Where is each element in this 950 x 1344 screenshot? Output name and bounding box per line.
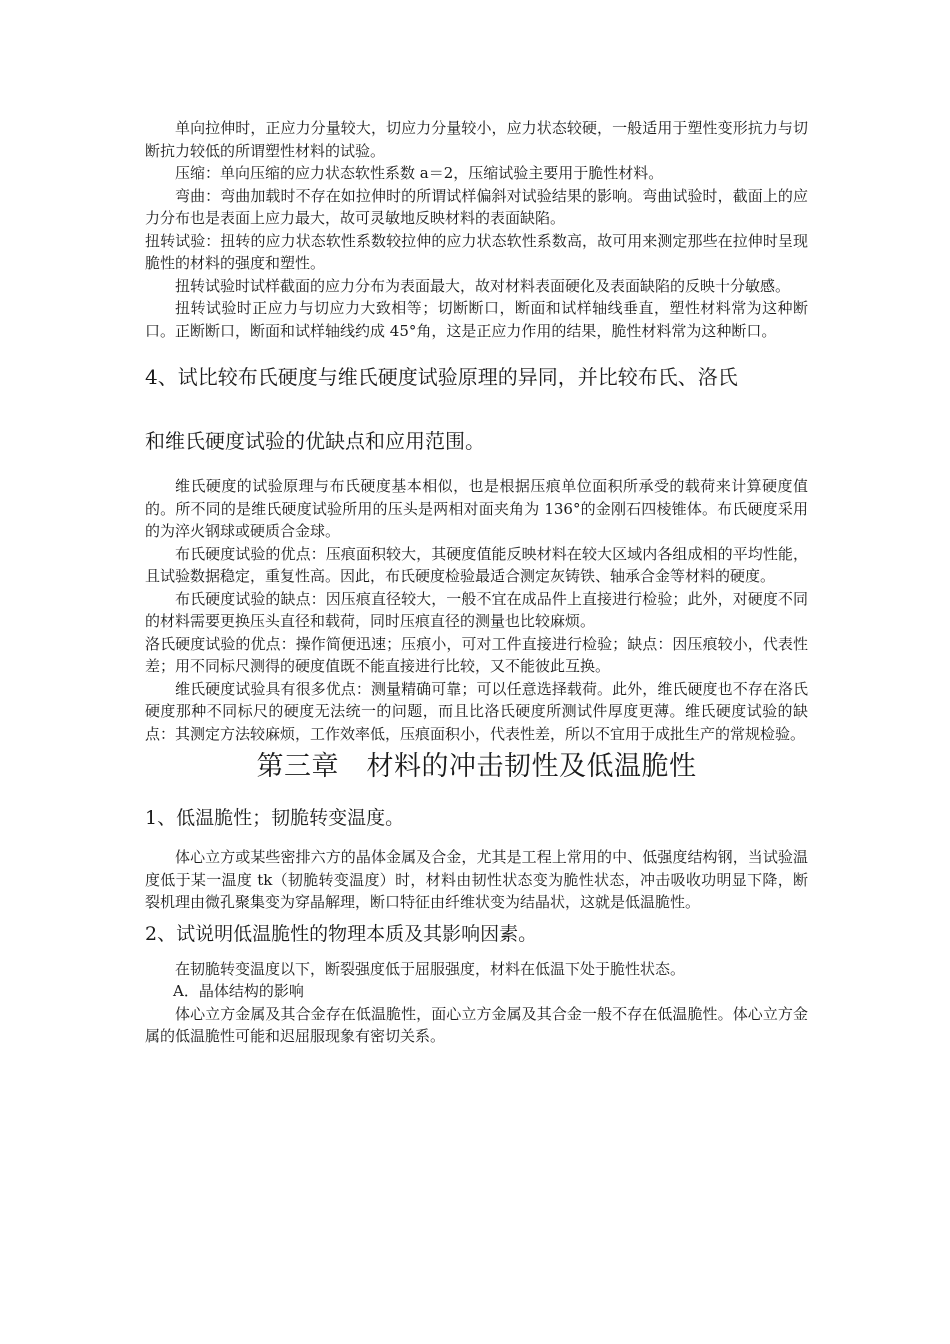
- question-2-heading: 2、试说明低温脆性的物理本质及其影响因素。: [145, 922, 538, 945]
- paragraph-bending: 弯曲：弯曲加载时不存在如拉伸时的所谓试样偏斜对试验结果的影响。弯曲试验时，截面上的应力分布也是表面上应力最大，故可灵敏地反映材料的表面缺陷。: [145, 186, 808, 227]
- chapter-title: 第三章 材料的冲击韧性及低温脆性: [256, 751, 697, 782]
- question-1-heading: 1、低温脆性；韧脆转变温度。: [145, 807, 405, 829]
- paragraph-torsion-stress: 扭转试验时试样截面的应力分布为表面最大，故对材料表面硬化及表面缺陷的反映十分敏感。: [175, 276, 791, 295]
- list-item-crystal-structure: A．晶体结构的影响: [173, 982, 304, 1000]
- paragraph-rockwell: 洛氏硬度试验的优点：操作简便迅速；压痕小，可对工件直接进行检验；缺点：因压痕较小，代表性差；用不同标尺测得的硬度值既不能直接进行比较，又不能彼此互换。: [145, 634, 808, 675]
- paragraph-bcc-fcc: 体心立方金属及其合金存在低温脆性，面心立方金属及其合金一般不存在低温脆性。体心立方金属的低温脆性可能和迟屈服现象有密切关系。: [145, 1004, 808, 1045]
- paragraph-brinell-disadvantages: 布氏硬度试验的缺点：因压痕直径较大，一般不宜在成品件上直接进行检验；此外，对硬度不同的材料需要更换压头直径和载荷，同时压痕直径的测量也比较麻烦。: [145, 589, 808, 630]
- paragraph-vickers-principle: 维氏硬度的试验原理与布氏硬度基本相似，也是根据压痕单位面积所承受的载荷来计算硬度值的。所不同的是维氏硬度试验所用的压头是两相对面夹角为 136°的金刚石四棱锥体。布氏硬度采用的为淬火钢球或硬质合金球。: [145, 477, 808, 540]
- paragraph-torsion-fracture: 扭转试验时正应力与切应力大致相等；切断断口，断面和试样轴线垂直，塑性材料常为这种断口。正断断口，断面和试样轴线约成 45°角，这是正应力作用的结果，脆性材料常为这种断口。: [145, 299, 808, 340]
- paragraph-vickers-advantages: 维氏硬度试验具有很多优点：测量精确可靠；可以任意选择载荷。此外，维氏硬度也不存在洛氏硬度那种不同标尺的硬度无法统一的问题，而且比洛氏硬度所测试件厚度更薄。维氏硬度试验的缺点：其测定方法较麻烦，工作效率低，压痕面积小，代表性差，所以不宜用于成批生产的常规检验。: [145, 679, 808, 743]
- paragraph-torsion: 扭转试验：扭转的应力状态软性系数较拉伸的应力状态软性系数高，故可用来测定那些在拉伸时呈现脆性的材料的强度和塑性。: [145, 231, 808, 272]
- paragraph-tension: 单向拉伸时，正应力分量较大，切应力分量较小，应力状态较硬，一般适用于塑性变形抗力与切断抗力较低的所谓塑性材料的试验。: [145, 119, 808, 160]
- paragraph-low-temp-brittleness: 体心立方或某些密排六方的晶体金属及合金，尤其是工程上常用的中、低强度结构钢，当试验温度低于某一温度 tk（韧脆转变温度）时，材料由韧性状态变为脆性状态，冲击吸收功明显下降，断裂机理由微孔聚集变为穿晶解理，断口特征由纤维状变为结晶状，这就是低温脆性。: [145, 848, 808, 911]
- question-4-heading-line1: 4、试比较布氏硬度与维氏硬度试验原理的异同，并比较布氏、洛氏: [145, 365, 738, 389]
- question-4-heading-line2: 和维氏硬度试验的优缺点和应用范围。: [145, 429, 485, 453]
- paragraph-physical-nature: 在韧脆转变温度以下，断裂强度低于屈服强度，材料在低温下处于脆性状态。: [175, 959, 686, 978]
- paragraph-compression: 压缩：单向压缩的应力状态软性系数 a＝2，压缩试验主要用于脆性材料。: [175, 164, 664, 182]
- paragraph-brinell-advantages: 布氏硬度试验的优点：压痕面积较大，其硬度值能反映材料在较大区域内各组成相的平均性能，且试验数据稳定，重复性高。因此，布氏硬度检验最适合测定灰铸铁、轴承合金等材料的硬度。: [145, 544, 808, 585]
- document-body: [145, 117, 808, 1048]
